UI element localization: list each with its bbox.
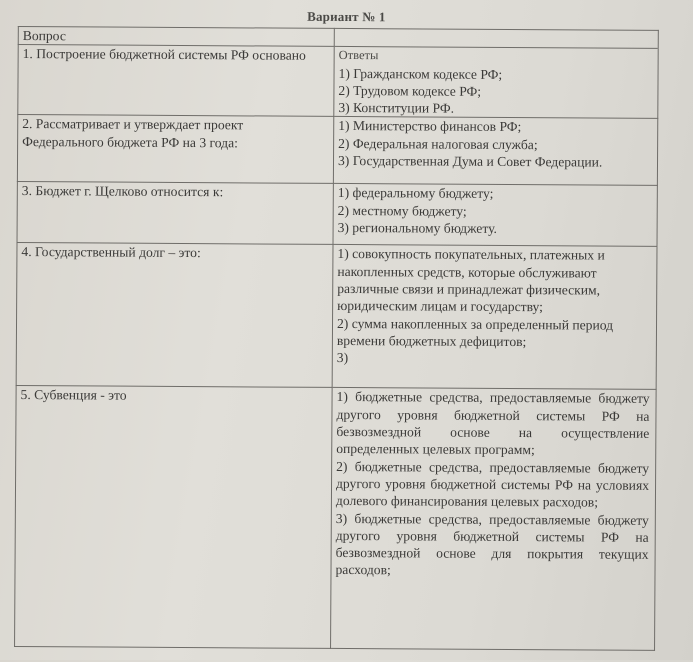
quiz-table <box>14 26 659 651</box>
answer-option: 3) бюджетные средства, предоставляемые бюджету другого уровня бюджетной системы РФ на безвозмездной основе для покрытия текущих расходов; <box>335 510 649 578</box>
table-row <box>16 243 657 390</box>
answers-cell <box>334 47 658 119</box>
question-cell: 2. Рассматривает и утверждает проект Федерального бюджета РФ на 3 года: <box>17 115 333 184</box>
question-cell: 5. Субвенция - это <box>15 386 333 649</box>
answer-option: 3) Государственная Дума и Совет Федерации. <box>337 153 603 170</box>
answer-option: 2) Федеральная налоговая служба; <box>338 135 538 152</box>
table-row <box>15 386 657 651</box>
answer-option: 1) Министерство финансов РФ; <box>338 118 522 135</box>
answers-cell <box>331 388 657 651</box>
header-question: Вопрос <box>18 26 334 46</box>
question-cell: 3. Бюджет г. Щелково относится к: <box>17 182 333 245</box>
answer-option: 1) бюджетные средства, предоставляемые бюджету другого уровня бюджетной системы РФ на безвозмездной основе на осуществление определенных целевых программ; <box>336 389 650 458</box>
question-cell: 4. Государственный долг – это: <box>16 243 333 388</box>
answer-option: 1) Гражданском кодексе РФ; <box>338 65 503 82</box>
answers-cell <box>332 245 657 390</box>
answer-option: 2) местному бюджету; <box>337 202 467 219</box>
table-row <box>17 115 657 186</box>
variant-title: Вариант № 1 <box>307 8 386 25</box>
answer-option: 3) <box>336 350 349 366</box>
answer-option: 1) федеральному бюджету; <box>337 185 494 202</box>
answer-option: 3) Конституции РФ. <box>338 100 455 116</box>
header-answers: Ответы <box>338 48 379 63</box>
answers-cell <box>333 184 657 247</box>
answers-cell <box>333 117 657 186</box>
table-row <box>18 45 658 119</box>
answer-option: 1) совокупность покупательных, платежных и накопленных средств, которые обслуживают различные связи и принадлежат физическим, юридическим лицам и государству; <box>337 246 605 315</box>
table-row <box>17 182 657 247</box>
answer-option: 3) региональному бюджету. <box>337 220 498 237</box>
header-answers-spacer <box>334 28 658 48</box>
question-cell: 1. Построение бюджетной системы РФ основано <box>18 45 334 117</box>
answer-option: 2) Трудовом кодексе РФ; <box>338 82 482 99</box>
answer-option: 2) бюджетные средства, предоставляемые бюджету другого уровня бюджетной системы РФ на условиях долевого финансирования целевых расходов; <box>335 458 650 510</box>
answer-option: 2) сумма накопленных за определенный период времени бюджетных дефицитов; <box>336 315 614 350</box>
